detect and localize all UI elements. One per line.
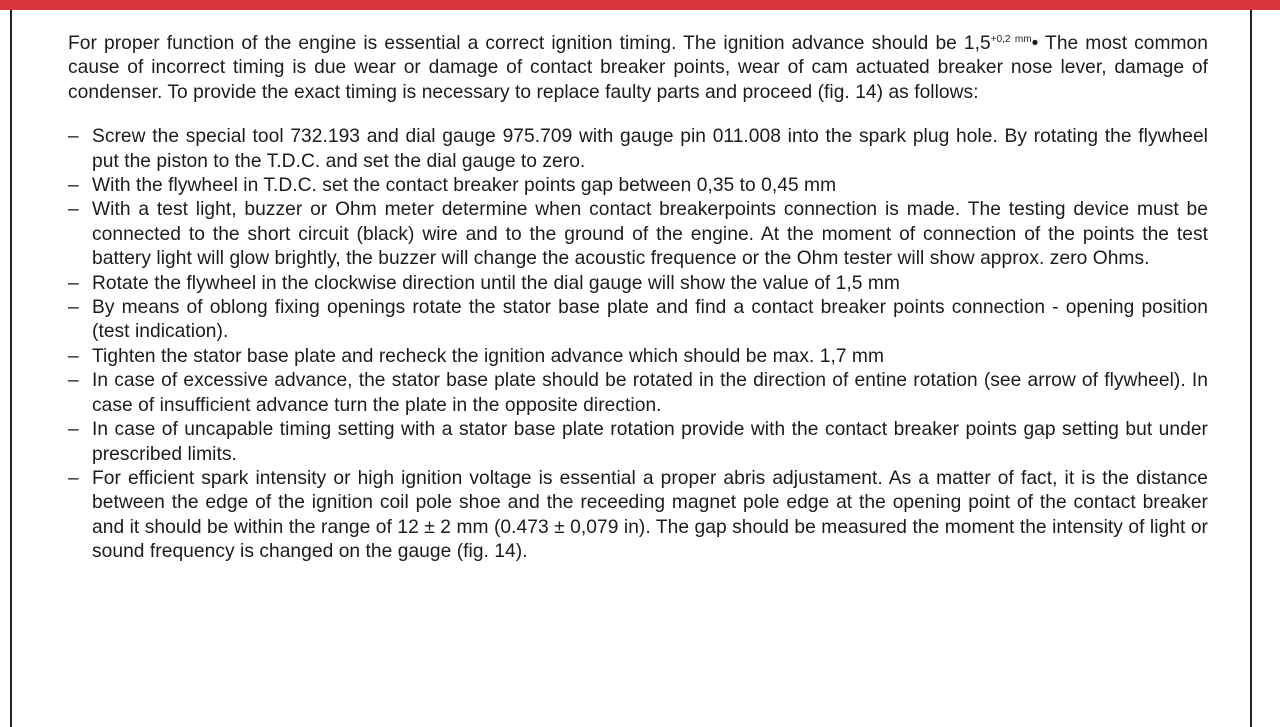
intro-text: For proper function of the engine is essential a correct ignition timing. The ignition advance should be 1,5 xyxy=(68,33,991,54)
dash-bullet: – xyxy=(68,297,79,319)
step-text: Rotate the flywheel in the clockwise direction until the dial gauge will show the value of 1,5 mm xyxy=(92,272,900,294)
step-text: With a test light, buzzer or Ohm meter determine when contact breakerpoints connection is made. The testing device must be connected to the short circuit (black) wire and to the ground of the engine. At the moment of connection of the points the test battery light will glow brightly, the buzzer will change the acoustic frequence or the Ohm tester will show approx. zero Ohms. xyxy=(92,199,1208,270)
document-page xyxy=(10,10,1252,727)
procedure-step xyxy=(68,198,1208,271)
procedure-step xyxy=(68,345,1208,369)
step-text: Screw the special tool 732.193 and dial gauge 975.709 with gauge pin 011.008 into the spark plug hole. By rotating the flywheel put the piston to the T.D.C. and set the dial gauge to zero. xyxy=(92,126,1208,172)
dash-bullet: – xyxy=(68,345,79,367)
intro-text-continued: • The most common cause of incorrect timing is due wear or damage of contact breaker points, wear of cam actuated breaker nose lever, damage of condenser. To provide the exact timing is necessary to replace faulty parts and proceed (fig. 14) as follows: xyxy=(68,33,1208,103)
procedure-step xyxy=(68,125,1208,174)
procedure-step xyxy=(68,418,1208,467)
procedure-step xyxy=(68,467,1208,565)
intro-paragraph xyxy=(68,32,1208,105)
dash-bullet: – xyxy=(68,126,79,148)
step-text: In case of uncapable timing setting with a stator base plate rotation provide with the contact breaker points gap setting but under prescribed limits. xyxy=(92,419,1208,465)
procedure-list xyxy=(68,125,1208,564)
top-accent-bar xyxy=(0,0,1280,10)
procedure-step xyxy=(68,296,1208,345)
dash-bullet: – xyxy=(68,199,79,221)
dash-bullet: – xyxy=(68,175,79,197)
step-text: For efficient spark intensity or high ignition voltage is essential a proper abris adjustament. As a matter of fact, it is the distance between the edge of the ignition coil pole shoe and the receeding magnet pole edge at the opening point of the contact breaker and it should be within the range of 12 ± 2 mm (0.473 ± 0,079 in). The gap should be measured the moment the intensity of light or sound frequency is changed on the gauge (fig. 14). xyxy=(92,467,1208,563)
procedure-step xyxy=(68,369,1208,418)
dash-bullet: – xyxy=(68,419,79,441)
step-text: With the flywheel in T.D.C. set the contact breaker points gap between 0,35 to 0,45 mm xyxy=(92,175,837,197)
procedure-step xyxy=(68,174,1208,198)
procedure-step xyxy=(68,272,1208,296)
dash-bullet: – xyxy=(68,467,79,489)
advance-tolerance: +0,2 mm xyxy=(990,34,1032,45)
step-text: Tighten the stator base plate and recheck the ignition advance which should be max. 1,7 mm xyxy=(92,345,885,367)
document-body xyxy=(68,32,1208,565)
dash-bullet: – xyxy=(68,370,79,392)
dash-bullet: – xyxy=(68,272,79,294)
step-text: By means of oblong fixing openings rotate the stator base plate and find a contact breaker points connection - opening position (test indication). xyxy=(92,297,1208,343)
step-text: In case of excessive advance, the stator base plate should be rotated in the direction of entine rotation (see arrow of flywheel). In case of insufficient advance turn the plate in the opposite direction. xyxy=(92,370,1208,416)
